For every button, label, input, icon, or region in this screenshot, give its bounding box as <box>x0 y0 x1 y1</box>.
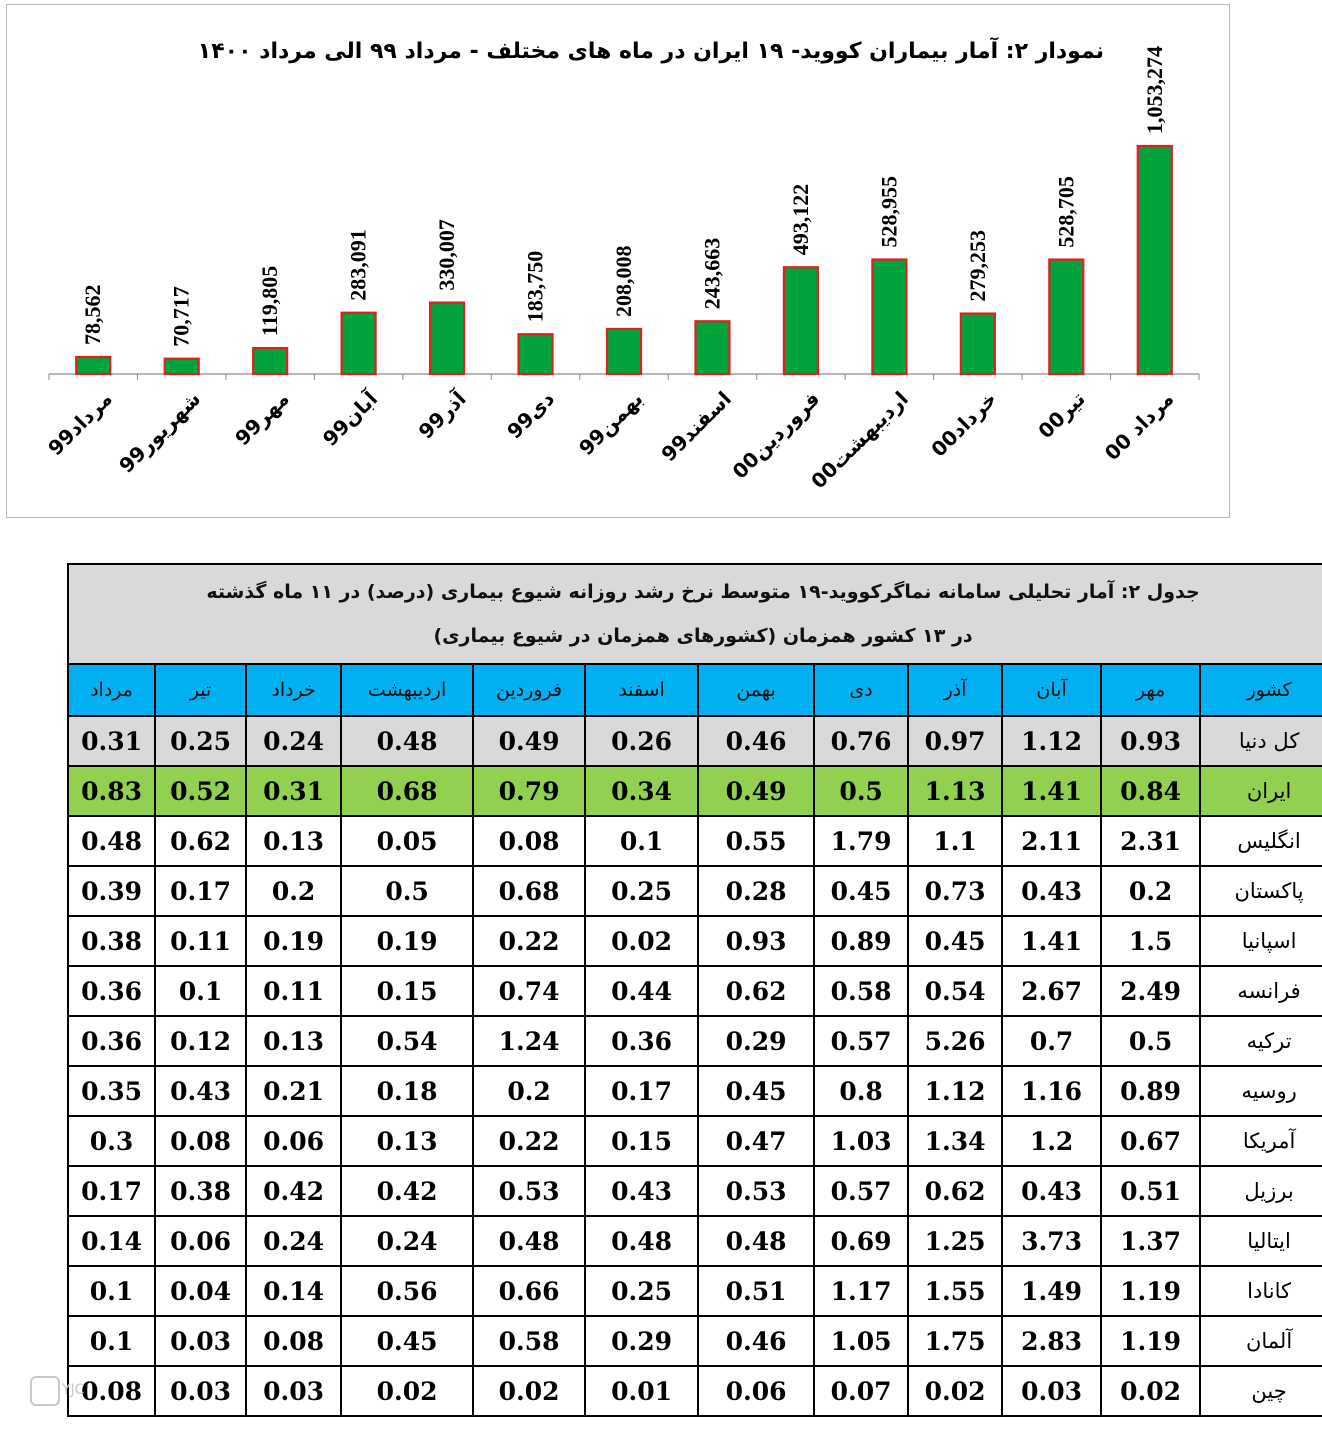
country-cell: فرانسه <box>1200 966 1322 1016</box>
value-cell: 0.2 <box>1101 866 1200 916</box>
x-tick-label: دی99 <box>502 386 560 444</box>
bar-value-label: 279,253 <box>964 230 990 302</box>
value-cell: 0.42 <box>246 1166 341 1216</box>
table-row <box>68 866 1322 916</box>
x-tick-label: مرداد99 <box>43 386 117 461</box>
value-cell: 1.03 <box>814 1116 908 1166</box>
table-row <box>68 1316 1322 1366</box>
value-cell: 0.43 <box>585 1166 698 1216</box>
value-cell: 1.17 <box>814 1266 908 1316</box>
value-cell: 0.19 <box>246 916 341 966</box>
value-cell: 0.49 <box>698 766 814 816</box>
value-cell: 0.5 <box>1101 1016 1200 1066</box>
header-month: آبان <box>1002 664 1101 716</box>
value-cell: 0.06 <box>698 1366 814 1416</box>
value-cell: 0.29 <box>585 1316 698 1366</box>
value-cell: 0.24 <box>246 1216 341 1266</box>
bar-value-label: 183,750 <box>522 250 548 323</box>
value-cell: 0.97 <box>908 716 1002 766</box>
value-cell: 5.26 <box>908 1016 1002 1066</box>
value-cell: 0.53 <box>473 1166 585 1216</box>
value-cell: 0.47 <box>698 1116 814 1166</box>
header-month: مهر <box>1101 664 1200 716</box>
value-cell: 0.13 <box>341 1116 473 1166</box>
country-cell: روسیه <box>1200 1066 1322 1116</box>
value-cell: 1.79 <box>814 816 908 866</box>
value-cell: 0.38 <box>68 916 155 966</box>
header-country: کشور <box>1200 664 1322 716</box>
table-row <box>68 916 1322 966</box>
bar-value-label: 70,717 <box>168 286 194 347</box>
value-cell: 0.1 <box>585 816 698 866</box>
header-month: مرداد <box>68 664 155 716</box>
value-cell: 0.51 <box>698 1266 814 1316</box>
bar-value-label: 208,008 <box>611 245 636 317</box>
value-cell: 0.79 <box>473 766 585 816</box>
country-cell: کانادا <box>1200 1266 1322 1316</box>
bar-value-label: 119,805 <box>257 265 283 337</box>
value-cell: 0.24 <box>246 716 341 766</box>
value-cell: 0.35 <box>68 1066 155 1116</box>
bar <box>165 359 199 374</box>
value-cell: 1.24 <box>473 1016 585 1066</box>
bar-value-label: 493,122 <box>787 183 813 256</box>
value-cell: 0.08 <box>68 1366 155 1416</box>
value-cell: 0.44 <box>585 966 698 1016</box>
value-cell: 0.53 <box>698 1166 814 1216</box>
value-cell: 0.7 <box>1002 1016 1101 1066</box>
value-cell: 0.31 <box>246 766 341 816</box>
bar-value-label: 330,007 <box>434 219 460 291</box>
x-tick-label: بهمن99 <box>574 386 648 461</box>
value-cell: 0.39 <box>68 866 155 916</box>
table-row <box>68 1116 1322 1166</box>
value-cell: 0.11 <box>246 966 341 1016</box>
bar-value-label: 283,091 <box>345 229 371 301</box>
chart-title: نمودار ۲: آمار بیماران کووید- ۱۹ ایران در ماه های مختلف - مرداد ۹۹ الی مرداد ۱۴۰۰ <box>197 39 1104 64</box>
value-cell: 0.73 <box>908 866 1002 916</box>
value-cell: 0.89 <box>814 916 908 966</box>
value-cell: 1.41 <box>1002 766 1101 816</box>
value-cell: 1.2 <box>1002 1116 1101 1166</box>
x-tick-label: شهریور99 <box>114 386 206 478</box>
table-row <box>68 1266 1322 1316</box>
value-cell: 0.55 <box>698 816 814 866</box>
header-month: اسفند <box>585 664 698 716</box>
value-cell: 0.45 <box>908 916 1002 966</box>
x-tick-label: آذر99 <box>413 386 471 444</box>
value-cell: 0.15 <box>341 966 473 1016</box>
value-cell: 0.3 <box>68 1116 155 1166</box>
value-cell: 0.67 <box>1101 1116 1200 1166</box>
value-cell: 0.02 <box>908 1366 1002 1416</box>
value-cell: 0.19 <box>341 916 473 966</box>
value-cell: 0.22 <box>473 1116 585 1166</box>
value-cell: 0.57 <box>814 1166 908 1216</box>
value-cell: 0.04 <box>155 1266 246 1316</box>
value-cell: 1.25 <box>908 1216 1002 1266</box>
value-cell: 0.1 <box>155 966 246 1016</box>
value-cell: 0.43 <box>1002 1166 1101 1216</box>
bar-value-label: 78,562 <box>80 284 106 345</box>
value-cell: 0.57 <box>814 1016 908 1066</box>
value-cell: 0.46 <box>698 1316 814 1366</box>
value-cell: 0.02 <box>585 916 698 966</box>
value-cell: 1.5 <box>1101 916 1200 966</box>
country-cell: ایران <box>1200 766 1322 816</box>
value-cell: 1.13 <box>908 766 1002 816</box>
bar <box>342 313 376 374</box>
value-cell: 0.83 <box>68 766 155 816</box>
country-cell: چین <box>1200 1366 1322 1416</box>
value-cell: 0.84 <box>1101 766 1200 816</box>
value-cell: 0.69 <box>814 1216 908 1266</box>
value-cell: 0.17 <box>155 866 246 916</box>
value-cell: 0.48 <box>473 1216 585 1266</box>
value-cell: 0.68 <box>473 866 585 916</box>
value-cell: 1.05 <box>814 1316 908 1366</box>
table-row <box>68 1016 1322 1066</box>
country-cell: کل دنیا <box>1200 716 1322 766</box>
table-row <box>68 1066 1322 1116</box>
table-caption-line-2: در ۱۳ کشور همزمان (کشورهای همزمان در شیوع بیماری) <box>433 625 973 647</box>
bar <box>695 321 729 374</box>
value-cell: 0.29 <box>698 1016 814 1066</box>
value-cell: 0.22 <box>473 916 585 966</box>
value-cell: 1.41 <box>1002 916 1101 966</box>
value-cell: 0.5 <box>341 866 473 916</box>
value-cell: 0.36 <box>68 1016 155 1066</box>
x-tick-label: آبان99 <box>317 386 383 451</box>
header-month: اردیبهشت <box>341 664 473 716</box>
value-cell: 0.93 <box>698 916 814 966</box>
x-tick-label: اردیبهشت00 <box>806 386 913 494</box>
value-cell: 0.5 <box>814 766 908 816</box>
value-cell: 1.16 <box>1002 1066 1101 1116</box>
value-cell: 0.15 <box>585 1116 698 1166</box>
value-cell: 0.74 <box>473 966 585 1016</box>
country-cell: ایتالیا <box>1200 1216 1322 1266</box>
header-month: خرداد <box>246 664 341 716</box>
value-cell: 0.05 <box>341 816 473 866</box>
value-cell: 0.8 <box>814 1066 908 1116</box>
table-row <box>68 716 1322 766</box>
value-cell: 2.11 <box>1002 816 1101 866</box>
value-cell: 1.34 <box>908 1116 1002 1166</box>
table-row <box>68 816 1322 866</box>
country-cell: ترکیه <box>1200 1016 1322 1066</box>
bar <box>961 314 995 374</box>
value-cell: 0.08 <box>246 1316 341 1366</box>
value-cell: 0.1 <box>68 1266 155 1316</box>
value-cell: 0.06 <box>246 1116 341 1166</box>
table-caption <box>68 564 1322 664</box>
country-cell: آلمان <box>1200 1316 1322 1366</box>
bar <box>1138 146 1172 374</box>
value-cell: 0.2 <box>473 1066 585 1116</box>
value-cell: 0.66 <box>473 1266 585 1316</box>
x-tick-label: تیر00 <box>1033 386 1090 444</box>
value-cell: 0.01 <box>585 1366 698 1416</box>
value-cell: 0.36 <box>585 1016 698 1066</box>
value-cell: 0.31 <box>68 716 155 766</box>
chart-panel <box>6 4 1230 518</box>
value-cell: 0.68 <box>341 766 473 816</box>
bar <box>253 348 287 374</box>
value-cell: 0.45 <box>698 1066 814 1116</box>
bar-value-label: 1,053,274 <box>1141 46 1167 134</box>
value-cell: 0.25 <box>585 866 698 916</box>
table-row <box>68 966 1322 1016</box>
value-cell: 0.02 <box>1101 1366 1200 1416</box>
value-cell: 0.18 <box>341 1066 473 1116</box>
growth-rate-table <box>67 563 1307 1417</box>
header-month: فروردین <box>473 664 585 716</box>
value-cell: 0.93 <box>1101 716 1200 766</box>
value-cell: 0.54 <box>341 1016 473 1066</box>
value-cell: 0.89 <box>1101 1066 1200 1116</box>
value-cell: 0.17 <box>585 1066 698 1116</box>
bar <box>430 303 464 374</box>
value-cell: 0.48 <box>698 1216 814 1266</box>
value-cell: 1.1 <box>908 816 1002 866</box>
value-cell: 0.56 <box>341 1266 473 1316</box>
watermark-text: YJC <box>62 1382 85 1398</box>
x-tick-label: مرداد 00 <box>1099 386 1179 466</box>
value-cell: 0.03 <box>155 1316 246 1366</box>
value-cell: 2.83 <box>1002 1316 1101 1366</box>
value-cell: 0.25 <box>585 1266 698 1316</box>
value-cell: 0.13 <box>246 1016 341 1066</box>
value-cell: 0.62 <box>155 816 246 866</box>
value-cell: 0.11 <box>155 916 246 966</box>
value-cell: 0.45 <box>341 1316 473 1366</box>
table-row <box>68 1216 1322 1266</box>
country-cell: آمریکا <box>1200 1116 1322 1166</box>
value-cell: 0.43 <box>1002 866 1101 916</box>
value-cell: 0.17 <box>68 1166 155 1216</box>
value-cell: 0.03 <box>246 1366 341 1416</box>
watermark-logo-icon <box>30 1376 60 1406</box>
value-cell: 0.02 <box>341 1366 473 1416</box>
value-cell: 0.1 <box>68 1316 155 1366</box>
value-cell: 1.12 <box>908 1066 1002 1116</box>
value-cell: 1.49 <box>1002 1266 1101 1316</box>
value-cell: 0.48 <box>585 1216 698 1266</box>
value-cell: 0.2 <box>246 866 341 916</box>
header-month: آذر <box>908 664 1002 716</box>
table-row <box>68 766 1322 816</box>
value-cell: 0.43 <box>155 1066 246 1116</box>
value-cell: 2.31 <box>1101 816 1200 866</box>
table-row <box>68 1166 1322 1216</box>
value-cell: 0.58 <box>473 1316 585 1366</box>
value-cell: 0.49 <box>473 716 585 766</box>
country-cell: اسپانیا <box>1200 916 1322 966</box>
table-header-row <box>68 664 1322 716</box>
bar-chart <box>7 5 1229 517</box>
value-cell: 1.19 <box>1101 1266 1200 1316</box>
value-cell: 0.62 <box>908 1166 1002 1216</box>
value-cell: 0.13 <box>246 816 341 866</box>
value-cell: 1.55 <box>908 1266 1002 1316</box>
header-month: تیر <box>155 664 246 716</box>
value-cell: 0.58 <box>814 966 908 1016</box>
bar <box>519 334 553 374</box>
value-cell: 0.07 <box>814 1366 908 1416</box>
value-cell: 0.46 <box>698 716 814 766</box>
value-cell: 0.25 <box>155 716 246 766</box>
value-cell: 1.19 <box>1101 1316 1200 1366</box>
value-cell: 0.08 <box>473 816 585 866</box>
value-cell: 0.08 <box>155 1116 246 1166</box>
value-cell: 0.03 <box>155 1366 246 1416</box>
country-cell: انگلیس <box>1200 816 1322 866</box>
value-cell: 0.51 <box>1101 1166 1200 1216</box>
bar <box>607 329 641 374</box>
value-cell: 0.28 <box>698 866 814 916</box>
value-cell: 0.42 <box>341 1166 473 1216</box>
value-cell: 1.12 <box>1002 716 1101 766</box>
x-tick-label: مهر99 <box>230 386 294 451</box>
value-cell: 0.52 <box>155 766 246 816</box>
value-cell: 1.37 <box>1101 1216 1200 1266</box>
value-cell: 0.34 <box>585 766 698 816</box>
x-tick-label: اسفند99 <box>656 386 736 467</box>
country-cell: پاکستان <box>1200 866 1322 916</box>
value-cell: 0.02 <box>473 1366 585 1416</box>
value-cell: 3.73 <box>1002 1216 1101 1266</box>
bar <box>784 267 818 374</box>
country-cell: برزیل <box>1200 1166 1322 1216</box>
bar <box>872 259 906 374</box>
x-tick-label: خرداد00 <box>926 386 1002 462</box>
value-cell: 0.03 <box>1002 1366 1101 1416</box>
bar <box>76 357 110 374</box>
bar-value-label: 243,663 <box>699 237 725 310</box>
value-cell: 0.26 <box>585 716 698 766</box>
x-tick-label: فروردین00 <box>727 386 825 484</box>
data-table <box>67 563 1322 1417</box>
value-cell: 0.36 <box>68 966 155 1016</box>
value-cell: 0.48 <box>68 816 155 866</box>
value-cell: 0.14 <box>68 1216 155 1266</box>
header-month: دی <box>814 664 908 716</box>
table-row <box>68 1366 1322 1416</box>
bar <box>1049 260 1083 374</box>
value-cell: 0.62 <box>698 966 814 1016</box>
value-cell: 0.14 <box>246 1266 341 1316</box>
value-cell: 0.24 <box>341 1216 473 1266</box>
bar-value-label: 528,705 <box>1053 176 1079 248</box>
value-cell: 0.45 <box>814 866 908 916</box>
value-cell: 0.76 <box>814 716 908 766</box>
value-cell: 1.75 <box>908 1316 1002 1366</box>
value-cell: 0.21 <box>246 1066 341 1116</box>
value-cell: 2.67 <box>1002 966 1101 1016</box>
table-caption-line-1: جدول ۲: آمار تحلیلی سامانه نماگرکووید-۱۹ متوسط نرخ رشد روزانه شیوع بیماری (درصد) در ۱۱ ماه گذشته <box>206 581 1200 603</box>
value-cell: 2.49 <box>1101 966 1200 1016</box>
value-cell: 0.38 <box>155 1166 246 1216</box>
value-cell: 0.06 <box>155 1216 246 1266</box>
value-cell: 0.12 <box>155 1016 246 1066</box>
value-cell: 0.48 <box>341 716 473 766</box>
header-month: بهمن <box>698 664 814 716</box>
bar-value-label: 528,955 <box>876 175 902 248</box>
value-cell: 0.54 <box>908 966 1002 1016</box>
